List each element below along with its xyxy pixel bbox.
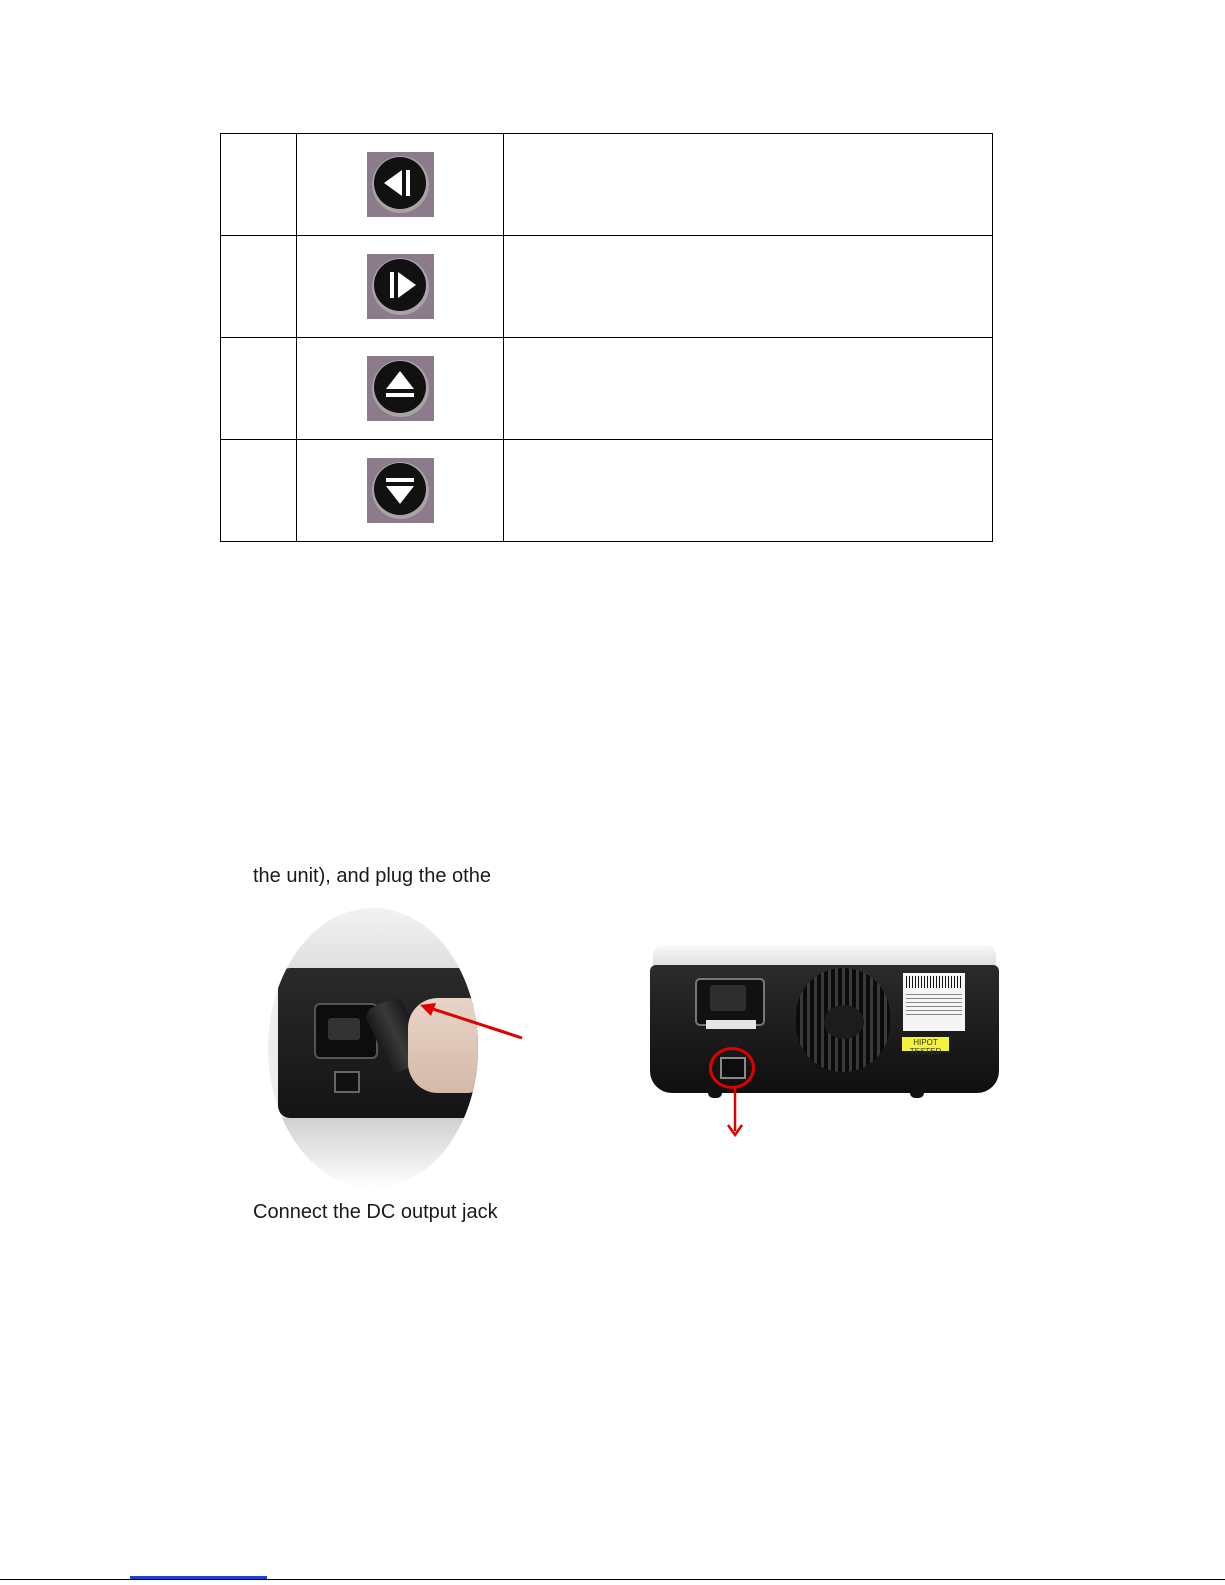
up-arrow-key-icon: [367, 356, 434, 421]
footer-link-underline[interactable]: [130, 1576, 267, 1579]
red-arrow-icon: [416, 1000, 526, 1045]
right-arrow-key-icon: [367, 254, 434, 319]
barcode-icon: [906, 976, 962, 988]
switch-highlight-circle: [709, 1047, 755, 1089]
footer-divider: [0, 1579, 1225, 1580]
unit-rear-panel-photo: [648, 945, 1001, 1100]
table-row: [221, 338, 993, 440]
description-cell: [504, 440, 993, 542]
icon-cell: [297, 338, 504, 440]
table-row: [221, 236, 993, 338]
description-cell: [504, 134, 993, 236]
left-arrow-key-icon: [367, 152, 434, 217]
plug-instruction-text: the unit), and plug the othe: [253, 865, 491, 887]
icon-cell: [297, 440, 504, 542]
power-cord-plug-photo: [268, 908, 478, 1188]
red-down-arrow-icon: [725, 1085, 745, 1140]
down-arrow-key-icon: [367, 458, 434, 523]
button-function-table: [220, 133, 993, 542]
dc-output-instruction-text: Connect the DC output jack: [253, 1201, 498, 1223]
row-number-cell: [221, 338, 297, 440]
table-row: [221, 440, 993, 542]
row-number-cell: [221, 134, 297, 236]
hipot-sticker-text: HIPOT TESTED: [909, 1038, 942, 1056]
hipot-sticker: [902, 1037, 949, 1056]
icon-cell: [297, 134, 504, 236]
row-number-cell: [221, 236, 297, 338]
description-cell: [504, 338, 993, 440]
table-row: [221, 134, 993, 236]
description-cell: [504, 236, 993, 338]
icon-cell: [297, 236, 504, 338]
row-number-cell: [221, 440, 297, 542]
